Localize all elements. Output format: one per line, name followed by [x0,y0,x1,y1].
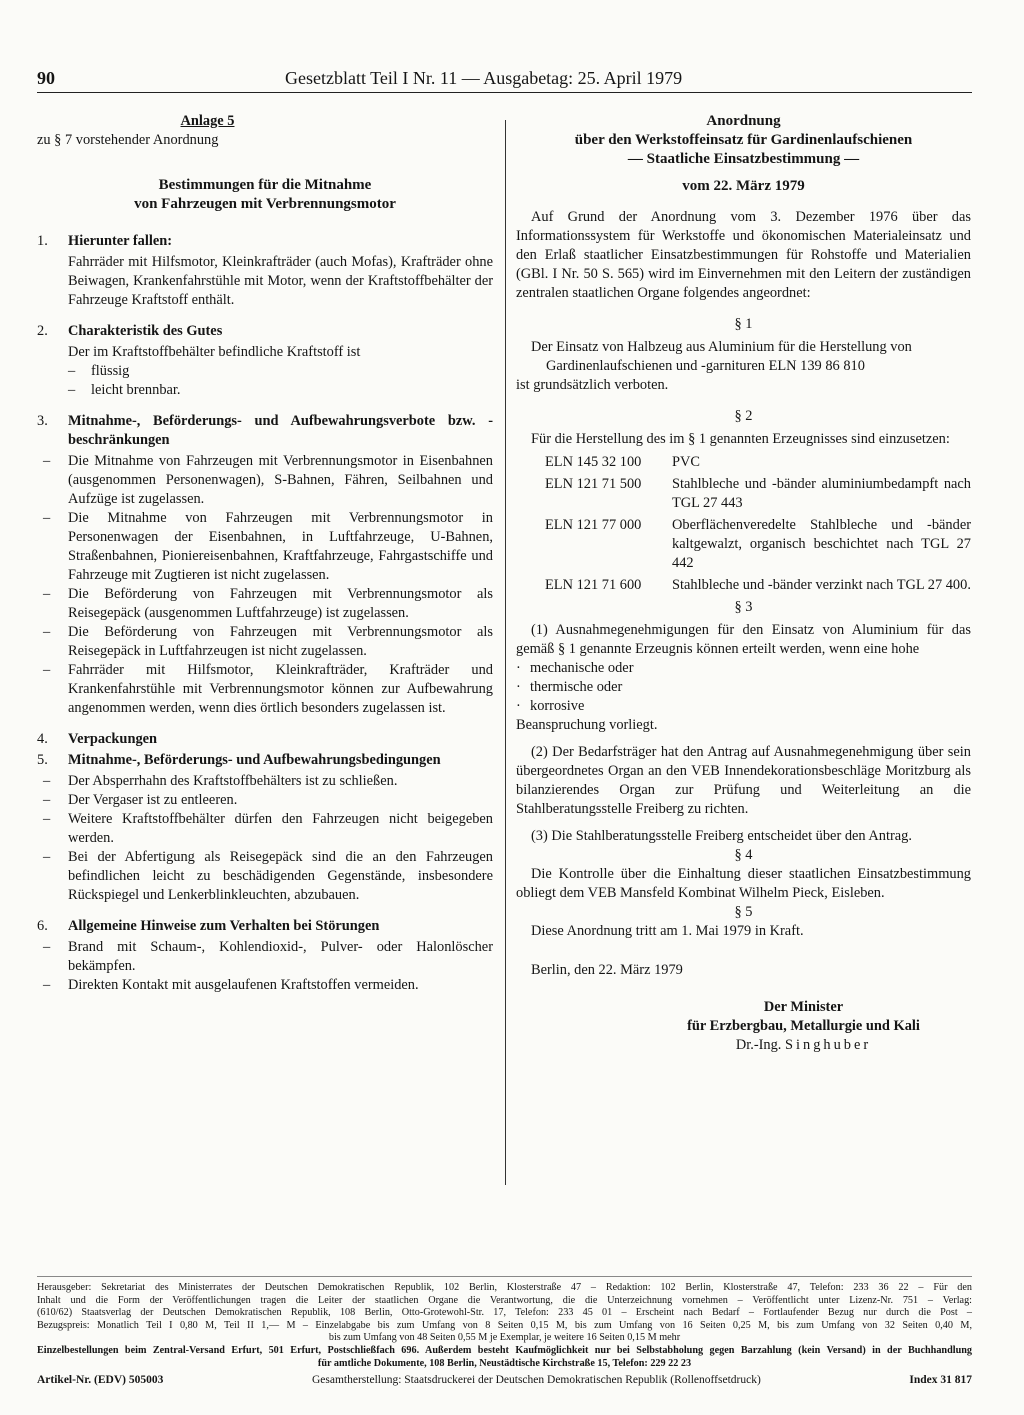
list-item: – Die Mitnahme von Fahrzeugen mit Verbrennungsmotor in Personenwagen der Eisenbahnen, in Luftfahrzeuge, U-Bahnen, Straßenbahnen, Pioniereisenbahnen, Kraftfahrzeuge, Fahrgastschiffe und Fahrzeuge mit Zugtieren ist nicht zugelassen. [43,510,493,583]
anlage-heading: Anlage 5 [180,113,235,129]
paragraph-1-heading: § 1 [734,316,753,332]
imprint [37,1282,972,1387]
eln-row: ELN 145 32 100 PVC [545,454,700,470]
list-item: – Die Mitnahme von Fahrzeugen mit Verbrennungsmotor in Eisenbahnen (ausgenommen Personenwagen), S-Bahnen, Fähren, Seilbahnen und Aufzüge ist zugelassen. [43,453,493,507]
paragraph-1-text: Der Einsatz von Halbzeug aus Aluminium für die Herstellung von [531,339,912,355]
left-title-line2: von Fahrzeugen mit Verbrennungsmotor [134,196,396,212]
section-2-heading: 2. Charakteristik des Gutes [37,323,223,339]
imprint-line: Herausgeber: Sekretariat des Ministerrates der Deutschen Demokratischen Republik, 102 Berlin, Klosterstraße 47 – Redaktion: 102 Berlin, Klosterstraße 47, Telefon: 233 36 22 – Für den [37,1282,972,1293]
paragraph-4-heading: § 4 [734,847,753,863]
anlage-reference: zu § 7 vorstehender Anordnung [37,132,219,148]
list-item: – Der Absperrhahn des Kraftstoffbehälters ist zu schließen. [43,773,398,789]
index-number: Index 31 817 [909,1374,972,1387]
imprint-line: für amtliche Dokumente, 108 Berlin, Neustädtische Kirchstraße 15, Telefon: 229 22 23 [317,1357,692,1369]
place-date: Berlin, den 22. März 1979 [531,962,683,978]
list-item: · korrosive [516,698,585,714]
article-number: Artikel-Nr. (EDV) 505003 [37,1374,164,1387]
printer-info: Gesamtherstellung: Staatsdruckerei der Deutschen Demokratischen Republik (Rollenoffsetdruck) [311,1374,761,1387]
footer-bottom-line [37,1374,972,1387]
list-item: · mechanische oder [516,660,634,676]
list-item: · thermische oder [516,679,623,695]
paragraph-5-text: Diese Anordnung tritt am 1. Mai 1979 in Kraft. [531,923,804,939]
right-column [516,112,971,1055]
left-column [37,112,493,995]
eln-row: ELN 121 71 500 Stahlbleche und -bänder aluminiumbedampft nach TGL 27 443 [545,476,971,511]
paragraph-2-text: Für die Herstellung des im § 1 genannten Erzeugnisses sind einzusetzen: [531,431,950,447]
section-1-heading: 1. Hierunter fallen: [37,233,173,249]
column-divider [505,120,506,1185]
list-item: – Direkten Kontakt mit ausgelaufenen Kraftstoffen vermeiden. [43,977,419,993]
imprint-line: bis zum Umfang von 48 Seiten 0,55 M je Exemplar, je weitere 16 Seiten 0,15 M mehr [328,1332,681,1344]
section-4-heading: 4. Verpackungen [37,731,158,747]
section-2-text: Der im Kraftstoffbehälter befindliche Kraftstoff ist [68,344,361,360]
list-item: – Bei der Abfertigung als Reisegepäck sind die an den Fahrzeugen befindlichen leicht zu beschädigenden Gegenstände, insbesondere Rückspiegel und Lenkerblinkleuchten, abzubauen. [43,849,493,903]
right-date: vom 22. März 1979 [682,178,805,194]
list-item: – Brand mit Schaum-, Kohlendioxid-, Pulver- oder Halonlöscher bekämpfen. [43,939,493,974]
paragraph-4-text: Die Kontrolle über die Einhaltung dieser staatlichen Einsatzbestimmung obliegt dem VEB Mansfeld Kombinat Wilhelm Pieck, Eisleben. [516,866,971,901]
list-item: – Die Beförderung von Fahrzeugen mit Verbrennungsmotor als Reisegepäck (ausgenommen Luftfahrzeuge) ist zugelassen. [43,586,493,621]
header-title: Gesetzblatt Teil I Nr. 11 — Ausgabetag: 25. April 1979 [285,68,683,88]
list-item: – leicht brennbar. [68,382,181,398]
right-title: Anordnung [706,113,781,129]
signature-name: Dr.-Ing. Singhuber [735,1037,872,1053]
eln-row: ELN 121 77 000 Oberflächenveredelte Stahlbleche und -bänder kaltgewalzt, organisch beschichtet nach TGL 27 442 [545,517,971,571]
list-item: – Weitere Kraftstoffbehälter dürfen den Fahrzeugen nicht beigegeben werden. [43,811,493,846]
imprint-line: Bezugspreis: Monatlich Teil I 0,80 M, Teil II 1,— M – Einzelabgabe bis zum Umfang von 8 Seiten 0,15 M, bis zum Umfang von 16 Seiten 0,25 M, bis zum Umfang von 32 Seiten 0,40 M, [37,1319,972,1331]
signature-office: für Erzbergbau, Metallurgie und Kali [687,1018,920,1034]
paragraph-5-heading: § 5 [734,904,753,920]
section-3-heading: 3. Mitnahme-, Beförderungs- und Aufbewahrungsverbote bzw. -beschränkungen [37,413,493,448]
signature-title: Der Minister [763,999,844,1015]
paragraph-3-text-1: (1) Ausnahmegenehmigungen für den Einsatz von Aluminium für das gemäß § 1 genannte Erzeugnis können erteilt werden, wenn eine hohe [516,622,971,657]
page-header [37,66,972,93]
paragraph-1-item: Gardinenlaufschienen und -garnituren ELN 139 86 810 [546,358,865,374]
list-item: – flüssig [68,363,130,379]
paragraph-3-text-3: (3) Die Stahlberatungsstelle Freiberg entscheidet über den Antrag. [531,828,912,844]
left-title-line1: Bestimmungen für die Mitnahme [158,177,372,193]
list-item: – Die Beförderung von Fahrzeugen mit Verbrennungsmotor als Reisegepäck in Luftfahrzeugen ist nicht zugelassen. [43,624,493,659]
paragraph-2-heading: § 2 [734,408,753,424]
section-6-heading: 6. Allgemeine Hinweise zum Verhalten bei Störungen [37,918,380,934]
section-1-text: Fahrräder mit Hilfsmotor, Kleinkrafträder (auch Mofas), Krafträder ohne Beiwagen, Krankenfahrstühle mit Motor, wenn der Kraftstoffbehälter der Fahrzeuge Kraftstoff enthält. [68,254,493,308]
paragraph-3-text-2: (2) Der Bedarfsträger hat den Antrag auf Ausnahmegenehmigung über sein übergeordnetes Organ an den VEB Innendekorationsbeschläge Moritzburg als bilanzierendes Organ zur Prüfung und Weiterleitung an die Stahlberatungsstelle Freiberg zu richten. [516,744,971,817]
imprint-line: Einzelbestellungen beim Zentral-Versand Erfurt, 501 Erfurt, Postschließfach 696. Außerdem besteht Kaufmöglichkeit nur bei Selbstabholung gegen Barzahlung (kein Versand) in der Buchhandlung [37,1344,972,1356]
right-subtitle: über den Werkstoffeinsatz für Gardinenlaufschienen [574,132,913,148]
imprint-line: Inhalt und die Form der Veröffentlichungen tragen die Leiter der staatlichen Organe die Verantwortung, die die Unterzeichnung vornehmen – Veröffentlicht unter Lizenz-Nr. 751 – Verlag: [37,1294,972,1306]
paragraph-1-text-end: ist grundsätzlich verboten. [516,377,669,393]
preamble: Auf Grund der Anordnung vom 3. Dezember 1976 über das Informationssystem für Werkstoffe und ökonomischen Materialeinsatz und den Erlaß staatlicher Einsatzbestimmungen für Rohstoffe und Materialien (GBl. I Nr. 50 S. 565) wird im Einvernehmen mit den Leitern der zuständigen zentralen staatlichen Organe folgendes angeordnet: [516,209,971,301]
list-item: – Fahrräder mit Hilfsmotor, Kleinkrafträder, Krafträder und Krankenfahrstühle mit Verbrennungsmotor können zur Aufbewahrung angenommen werden, wenn dies örtlich besonders zugelassen ist. [43,662,493,716]
eln-row: ELN 121 71 600 Stahlbleche und -bänder verzinkt nach TGL 27 400. [545,577,971,593]
page-number: 90 [37,68,55,88]
paragraph-3-text-1b: Beanspruchung vorliegt. [516,717,658,733]
imprint-line: (610/62) Staatsverlag der Deutschen Demokratischen Republik, 108 Berlin, Otto-Grotewohl-Str. 17, Telefon: 233 45 01 – Erscheint nach Bedarf – Fortlaufender Bezug nur durch die Post – [37,1307,972,1319]
section-5-heading: 5. Mitnahme-, Beförderungs- und Aufbewahrungsbedingungen [37,752,441,768]
footer-rule [37,1276,972,1277]
list-item: – Der Vergaser ist zu entleeren. [43,792,238,808]
paragraph-3-heading: § 3 [734,599,753,615]
right-subtitle2: — Staatliche Einsatzbestimmung — [627,151,860,167]
